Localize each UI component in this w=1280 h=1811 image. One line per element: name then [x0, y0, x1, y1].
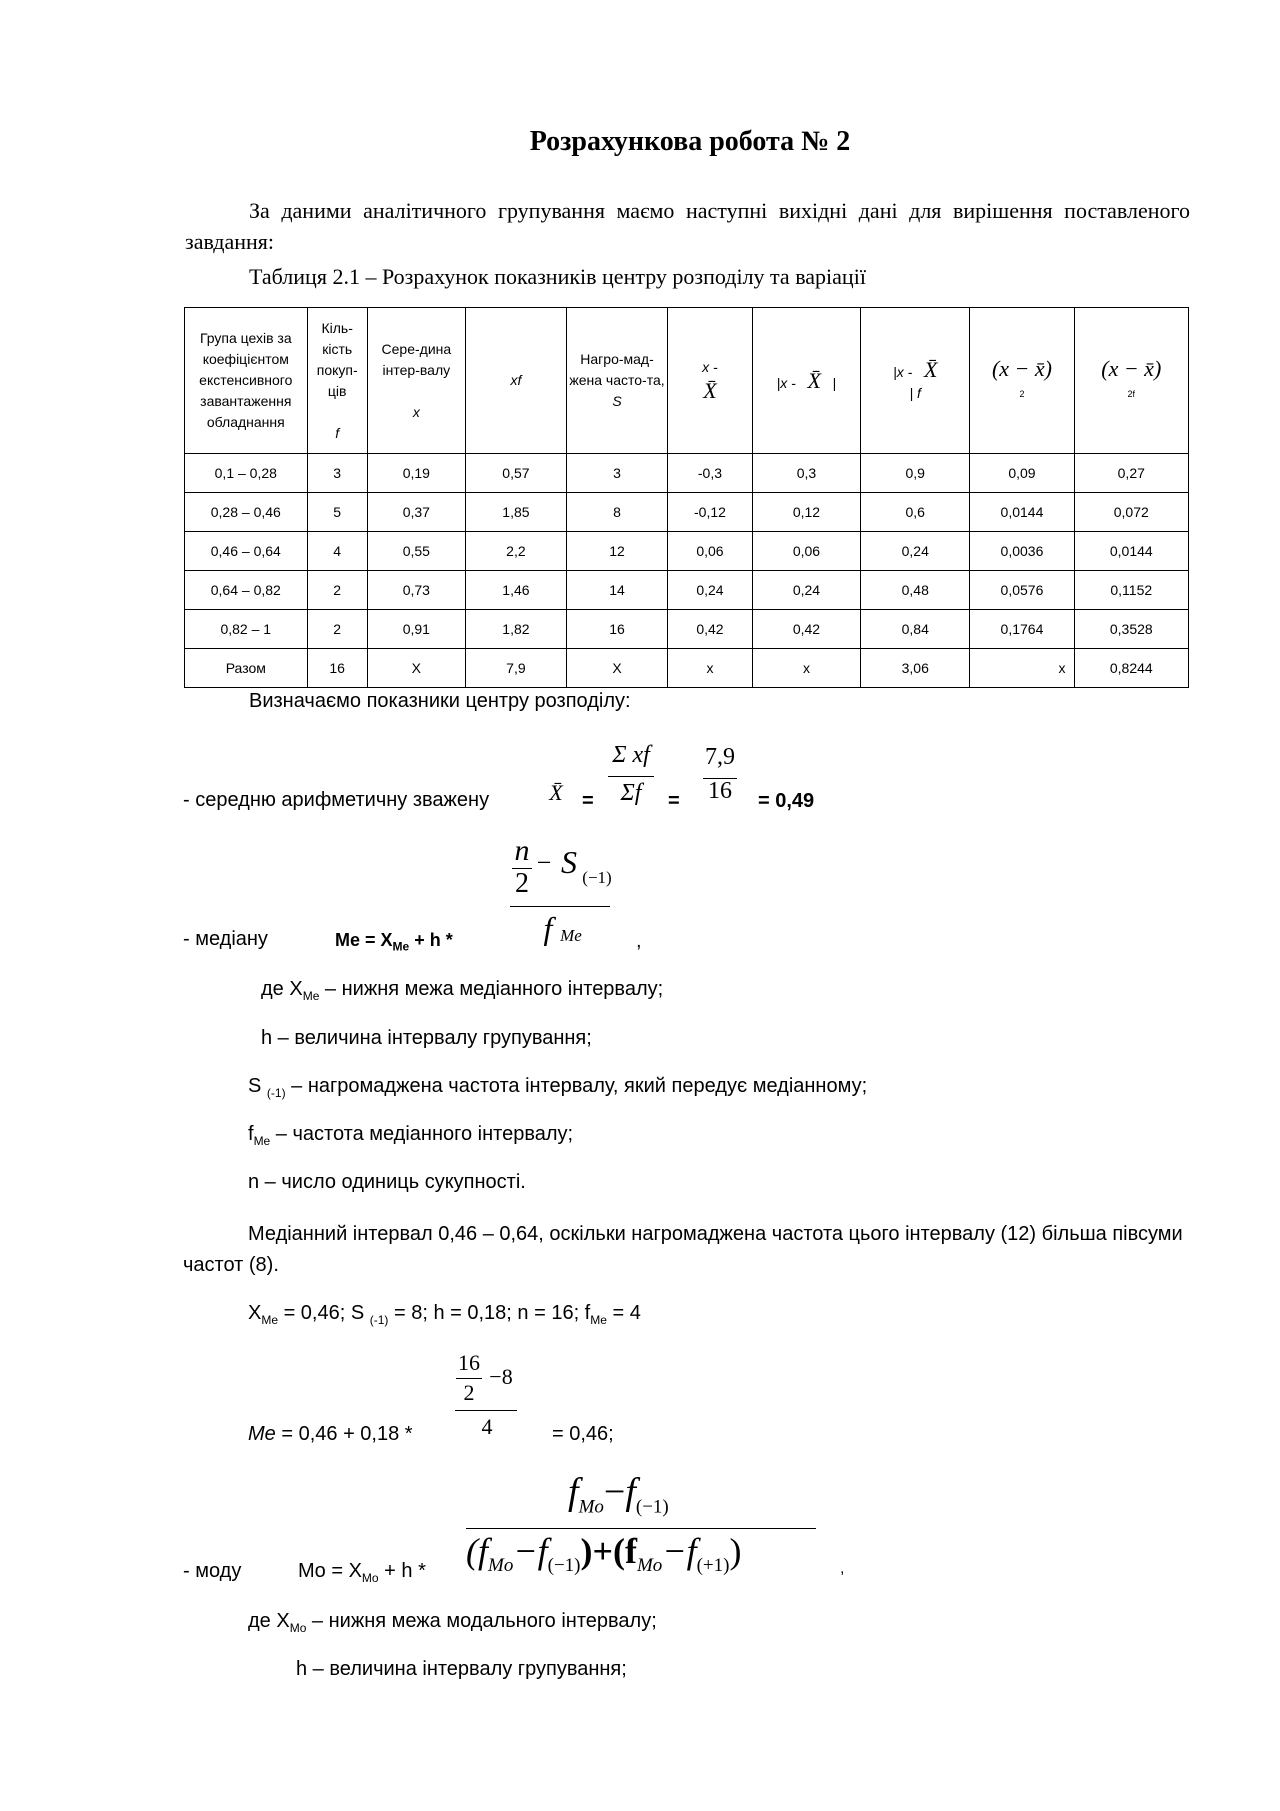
median-calc-lead: Me = 0,46 + 0,18 * [248, 1423, 413, 1445]
table-cell: 2 [307, 610, 367, 649]
table-cell: 0,09 [970, 454, 1074, 493]
def-n: n – число одиниць сукупності. [248, 1171, 526, 1193]
table-cell: 0,0144 [970, 493, 1074, 532]
median-f: f [543, 910, 553, 946]
mean-numerator: Σ xf [612, 742, 650, 768]
table-cell: 0,64 – 0,82 [185, 571, 308, 610]
table-cell: 0,6 [861, 493, 970, 532]
table-cell: 3 [307, 454, 367, 493]
table-row [185, 493, 1189, 532]
col-header-count: Кіль-кість покуп-ців f [307, 308, 367, 454]
median-S: S [561, 844, 577, 880]
table-cell: 0,8244 [1074, 649, 1188, 688]
table-cell: 0,0576 [970, 571, 1074, 610]
median-fraction-bar [510, 906, 610, 907]
table-cell: 0,24 [668, 571, 753, 610]
median-calc-16: 16 [458, 1350, 480, 1375]
table-row [185, 571, 1189, 610]
table-cell: х [970, 649, 1074, 688]
table-cell: 0,55 [367, 532, 465, 571]
def-fme: $f_{Me}$ – частота медіанного інтервалу; [248, 1123, 574, 1148]
median-formula-lead: $Me = X_{Me} + h$ * [335, 930, 453, 954]
table-cell: 0,46 – 0,64 [185, 532, 308, 571]
table-cell: 0,48 [861, 571, 970, 610]
mode-denominator: $(f_{Mo}-f_{(-1)})+(f_{Mo}-f_{(+1)})$ [466, 1531, 742, 1577]
median-calc-result: = 0,46; [552, 1423, 614, 1445]
table-cell: 0,91 [367, 610, 465, 649]
mean-eq2: = [668, 790, 680, 812]
table-cell: х [752, 649, 860, 688]
mode-comma: , [840, 1560, 845, 1577]
table-cell: 2,2 [465, 532, 566, 571]
def-s: S $_{(-1)}$ – нагромаджена частота інтервалу, який передує медіанному; [248, 1075, 868, 1100]
def-mode-h: h – величина інтервалу групування; [296, 1658, 627, 1680]
mean-numerator-value: 7,9 [705, 744, 735, 770]
page-title: Розрахункова робота № 2 [529, 126, 851, 157]
median-calc-minus8: −8 [489, 1364, 513, 1389]
mean-eq1: = [582, 790, 594, 812]
median-values: $X_{Me} = 0,46$; S $_{(-1)}$ = 8; h = 0,18; n = 16; $f_{Me} = 4$ [248, 1302, 641, 1327]
col-header-xf: xf [465, 308, 566, 454]
mean-denominator-value: 16 [708, 778, 732, 804]
col-header-midpoint: Сере-дина інтер-валу x [367, 308, 465, 454]
table-cell: 0,0036 [970, 532, 1074, 571]
table-cell: 0,072 [1074, 493, 1188, 532]
median-comma: , [636, 930, 642, 952]
table-cell: 5 [307, 493, 367, 532]
table-cell: 3,06 [861, 649, 970, 688]
median-S-sub: (−1) [582, 868, 612, 887]
table-cell: 0,19 [367, 454, 465, 493]
col-header-sq-deviation-f: (x − x̄) 2f [1074, 308, 1188, 454]
table-cell: 0,82 – 1 [185, 610, 308, 649]
mean-fraction-bar [608, 776, 654, 777]
table-row [185, 454, 1189, 493]
table-cell: 0,24 [752, 571, 860, 610]
table-cell: Х [566, 649, 667, 688]
median-calc-2: 2 [463, 1380, 475, 1405]
table-cell: 1,85 [465, 493, 566, 532]
table-cell: 16 [307, 649, 367, 688]
table-cell: Х [367, 649, 465, 688]
table-cell: 0,06 [752, 532, 860, 571]
table-cell: 0,73 [367, 571, 465, 610]
mode-label: - моду [183, 1560, 242, 1582]
table-cell: 1,82 [465, 610, 566, 649]
table-cell: 0,84 [861, 610, 970, 649]
table-row [185, 649, 1189, 688]
mean-label: - середню арифметичну зважену [183, 789, 490, 811]
col-header-sq-deviation: (x − x̄) 2 [970, 308, 1074, 454]
table-cell: 12 [566, 532, 667, 571]
def-h: h – величина інтервалу групування; [261, 1027, 592, 1049]
mean-denominator: Σf [620, 780, 642, 806]
table-cell: 1,46 [465, 571, 566, 610]
table-cell: 4 [307, 532, 367, 571]
def-xme: де $X_{Me}$ – нижня межа медіанного інтервалу; [261, 978, 664, 1003]
median-label: - медіану [183, 928, 268, 950]
table-cell: 0,42 [668, 610, 753, 649]
median-calc-4: 4 [481, 1414, 493, 1439]
table-cell: 3 [566, 454, 667, 493]
table-cell: 0,1764 [970, 610, 1074, 649]
calculation-table [184, 307, 1189, 688]
table-cell: 14 [566, 571, 667, 610]
table-header-row [185, 308, 1189, 454]
table-cell: -0,3 [668, 454, 753, 493]
table-cell: 0,0144 [1074, 532, 1188, 571]
table-cell: 2 [307, 571, 367, 610]
table-cell: Разом [185, 649, 308, 688]
table-cell: 0,3 [752, 454, 860, 493]
def-xmo: де $X_{Mo}$ – нижня межа модального інтервалу; [248, 1610, 657, 1635]
mean-result: = 0,49 [758, 790, 815, 812]
table-row [185, 610, 1189, 649]
table-cell: 0,28 – 0,46 [185, 493, 308, 532]
table-cell: 0,57 [465, 454, 566, 493]
median-two: 2 [515, 868, 529, 899]
table-cell: 0,42 [752, 610, 860, 649]
center-heading: Визначаємо показники центру розподілу: [249, 690, 631, 712]
table-cell: 0,27 [1074, 454, 1188, 493]
mode-fraction-bar [466, 1528, 816, 1529]
median-calc-fraction-bar [455, 1410, 517, 1411]
table-cell: -0,12 [668, 493, 753, 532]
median-calc-half-bar [456, 1378, 482, 1379]
median-f-sub: Me [560, 926, 582, 945]
table-cell: 0,3528 [1074, 610, 1188, 649]
table-cell: 0,06 [668, 532, 753, 571]
col-header-cumfreq: Нагро-мад-жена часто-та, S [566, 308, 667, 454]
table-cell: 0,1 – 0,28 [185, 454, 308, 493]
table-caption: Таблиця 2.1 – Розрахунок показників центру розподілу та варіації [249, 264, 866, 289]
mode-numerator: $f_{Mo}-f_{(-1)}$ [568, 1471, 669, 1518]
table-cell: 8 [566, 493, 667, 532]
median-interval-paragraph: Медіанний інтервал 0,46 – 0,64, оскільки нагромаджена частота цього інтервалу (12) більша півсуми частот (8). [183, 1223, 1183, 1276]
col-header-group: Група цехів за коефіцієнтом екстенсивного завантаження обладнання [185, 308, 308, 454]
table-cell: 0,9 [861, 454, 970, 493]
mode-formula-lead: $Mo = X_{Mo} + h$ * [298, 1560, 426, 1585]
table-cell: 0,12 [752, 493, 860, 532]
table-cell: 7,9 [465, 649, 566, 688]
table-row [185, 532, 1189, 571]
table-cell: 0,1152 [1074, 571, 1188, 610]
col-header-abs-deviation: |x - X̄ | [752, 308, 860, 454]
mean-xbar: X̄ [549, 780, 563, 805]
median-n: n [514, 834, 530, 867]
col-header-abs-deviation-f: |x - X̄ | f [861, 308, 970, 454]
col-header-deviation: x - X̄ [668, 308, 753, 454]
table-cell: 0,24 [861, 532, 970, 571]
table-cell: 16 [566, 610, 667, 649]
median-minus: − [536, 848, 552, 877]
table-cell: х [668, 649, 753, 688]
intro-paragraph: За даними аналітичного групування маємо наступні вихідні дані для вирішення поставленого завдання: [185, 198, 1190, 254]
table-cell: 0,37 [367, 493, 465, 532]
